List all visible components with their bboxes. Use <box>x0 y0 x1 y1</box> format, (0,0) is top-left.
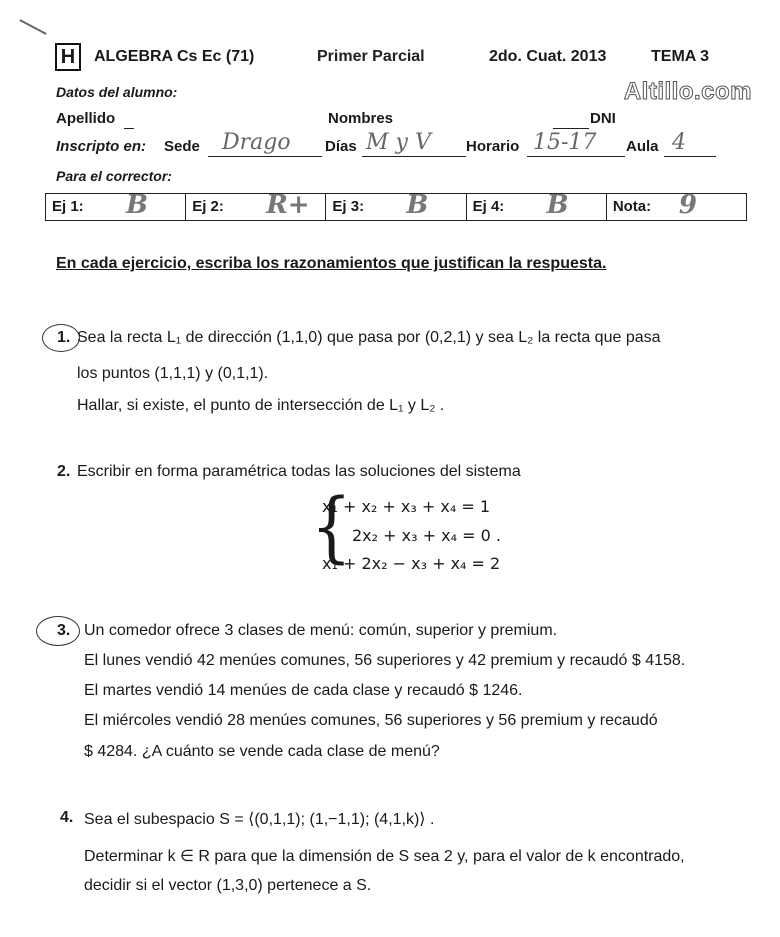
grade-value: B <box>126 190 148 220</box>
dni-label: DNI <box>590 110 616 127</box>
grade-cell-nota <box>607 190 746 220</box>
grade-cell-ej1 <box>46 190 186 220</box>
grade-label: Ej 1: <box>52 198 84 215</box>
grade-value: 9 <box>678 190 697 220</box>
ex1-line2: los puntos (1,1,1) y (0,1,1). <box>77 365 269 382</box>
grade-value: R+ <box>266 190 310 220</box>
pen-mark <box>19 19 46 35</box>
grade-cell-ej2 <box>186 190 326 220</box>
grade-label: Ej 4: <box>472 198 505 215</box>
ex3-line1: Un comedor ofrece 3 clases de menú: común, superior y premium. <box>84 622 558 639</box>
name-row <box>56 110 746 132</box>
aula-field[interactable] <box>664 130 716 157</box>
ex3-line5: $ 4284. ¿A cuánto se vende cada clase de menú? <box>84 743 440 760</box>
ex2-eq3: x₁ + 2x₂ − x₃ + x₄ = 2 <box>322 554 501 573</box>
apellido-label: Apellido <box>56 110 116 127</box>
dias-label: Días <box>325 138 357 155</box>
ex2-eq1: x₁ + x₂ + x₃ + x₄ = 1 <box>322 497 491 516</box>
student-section-label: Datos del alumno: <box>56 84 178 100</box>
term-label: 2do. Cuat. 2013 <box>489 48 607 65</box>
ex4-line3: decidir si el vector (1,3,0) pertenece a S. <box>84 877 372 894</box>
aula-value: 4 <box>672 130 686 155</box>
instruction: En cada ejercicio, escriba los razonamientos que justifican la respuesta. <box>56 255 607 272</box>
tema-label: TEMA 3 <box>651 48 710 65</box>
ex4-number: 4. <box>60 809 74 826</box>
apellido-field[interactable] <box>124 110 134 129</box>
ex4-line1: Sea el subespacio S = ⟨(0,1,1); (1,−1,1); (4,1,k)⟩ . <box>84 811 435 828</box>
ex2-eq2: 2x₂ + x₃ + x₄ = 0 . <box>352 526 501 545</box>
tema-letter-box: H <box>55 43 81 71</box>
horario-field[interactable] <box>527 130 625 157</box>
grade-value: B <box>406 190 429 220</box>
dni-field[interactable] <box>553 110 589 129</box>
brand-watermark: Altillo.com <box>623 78 752 105</box>
grade-label: Nota: <box>612 198 652 215</box>
ex1-number: 1. <box>57 329 71 346</box>
inscripto-label: Inscripto en: <box>56 138 147 155</box>
ex3-number: 3. <box>57 622 71 639</box>
sede-value: Drago <box>222 130 291 155</box>
ex3-line4: El miércoles vendió 28 menúes comunes, 56 superiores y 56 premium y recaudó <box>84 712 658 729</box>
ex3-line3: El martes vendió 14 menúes de cada clase y recaudó $ 1246. <box>84 682 523 699</box>
corrector-label: Para el corrector: <box>56 168 172 184</box>
sede-field[interactable] <box>208 130 322 157</box>
grade-cell-ej4 <box>467 190 607 220</box>
horario-label: Horario <box>466 138 520 155</box>
aula-label: Aula <box>626 138 659 155</box>
ex2-number: 2. <box>57 463 71 480</box>
dias-field[interactable] <box>362 130 466 157</box>
ex1-line1: Sea la recta L₁ de dirección (1,1,0) que pasa por (0,2,1) y sea L₂ la recta que pasa <box>77 329 661 346</box>
horario-value: 15-17 <box>533 130 597 155</box>
ex3-line2: El lunes vendió 42 menúes comunes, 56 superiores y 42 premium y recaudó $ 4158. <box>84 652 686 669</box>
exam-title: Primer Parcial <box>317 48 425 65</box>
nombres-label: Nombres <box>328 110 394 127</box>
ex1-line3: Hallar, si existe, el punto de intersección de L₁ y L₂ . <box>77 397 445 414</box>
course-title: ALGEBRA Cs Ec (71) <box>94 48 255 65</box>
grade-cell-ej3 <box>326 190 466 220</box>
ex2-line1: Escribir en forma paramétrica todas las soluciones del sistema <box>77 463 521 480</box>
ex4-line2: Determinar k ∈ R para que la dimensión de S sea 2 y, para el valor de k encontrado, <box>84 848 685 865</box>
grade-label: Ej 3: <box>332 198 365 215</box>
sede-label: Sede <box>164 138 200 155</box>
inscripto-row <box>56 130 746 162</box>
dias-value: M y V <box>366 130 431 155</box>
grade-label: Ej 2: <box>192 198 224 215</box>
grade-value: B <box>546 190 569 220</box>
brace-icon: { <box>311 483 352 573</box>
grade-table <box>45 190 747 221</box>
